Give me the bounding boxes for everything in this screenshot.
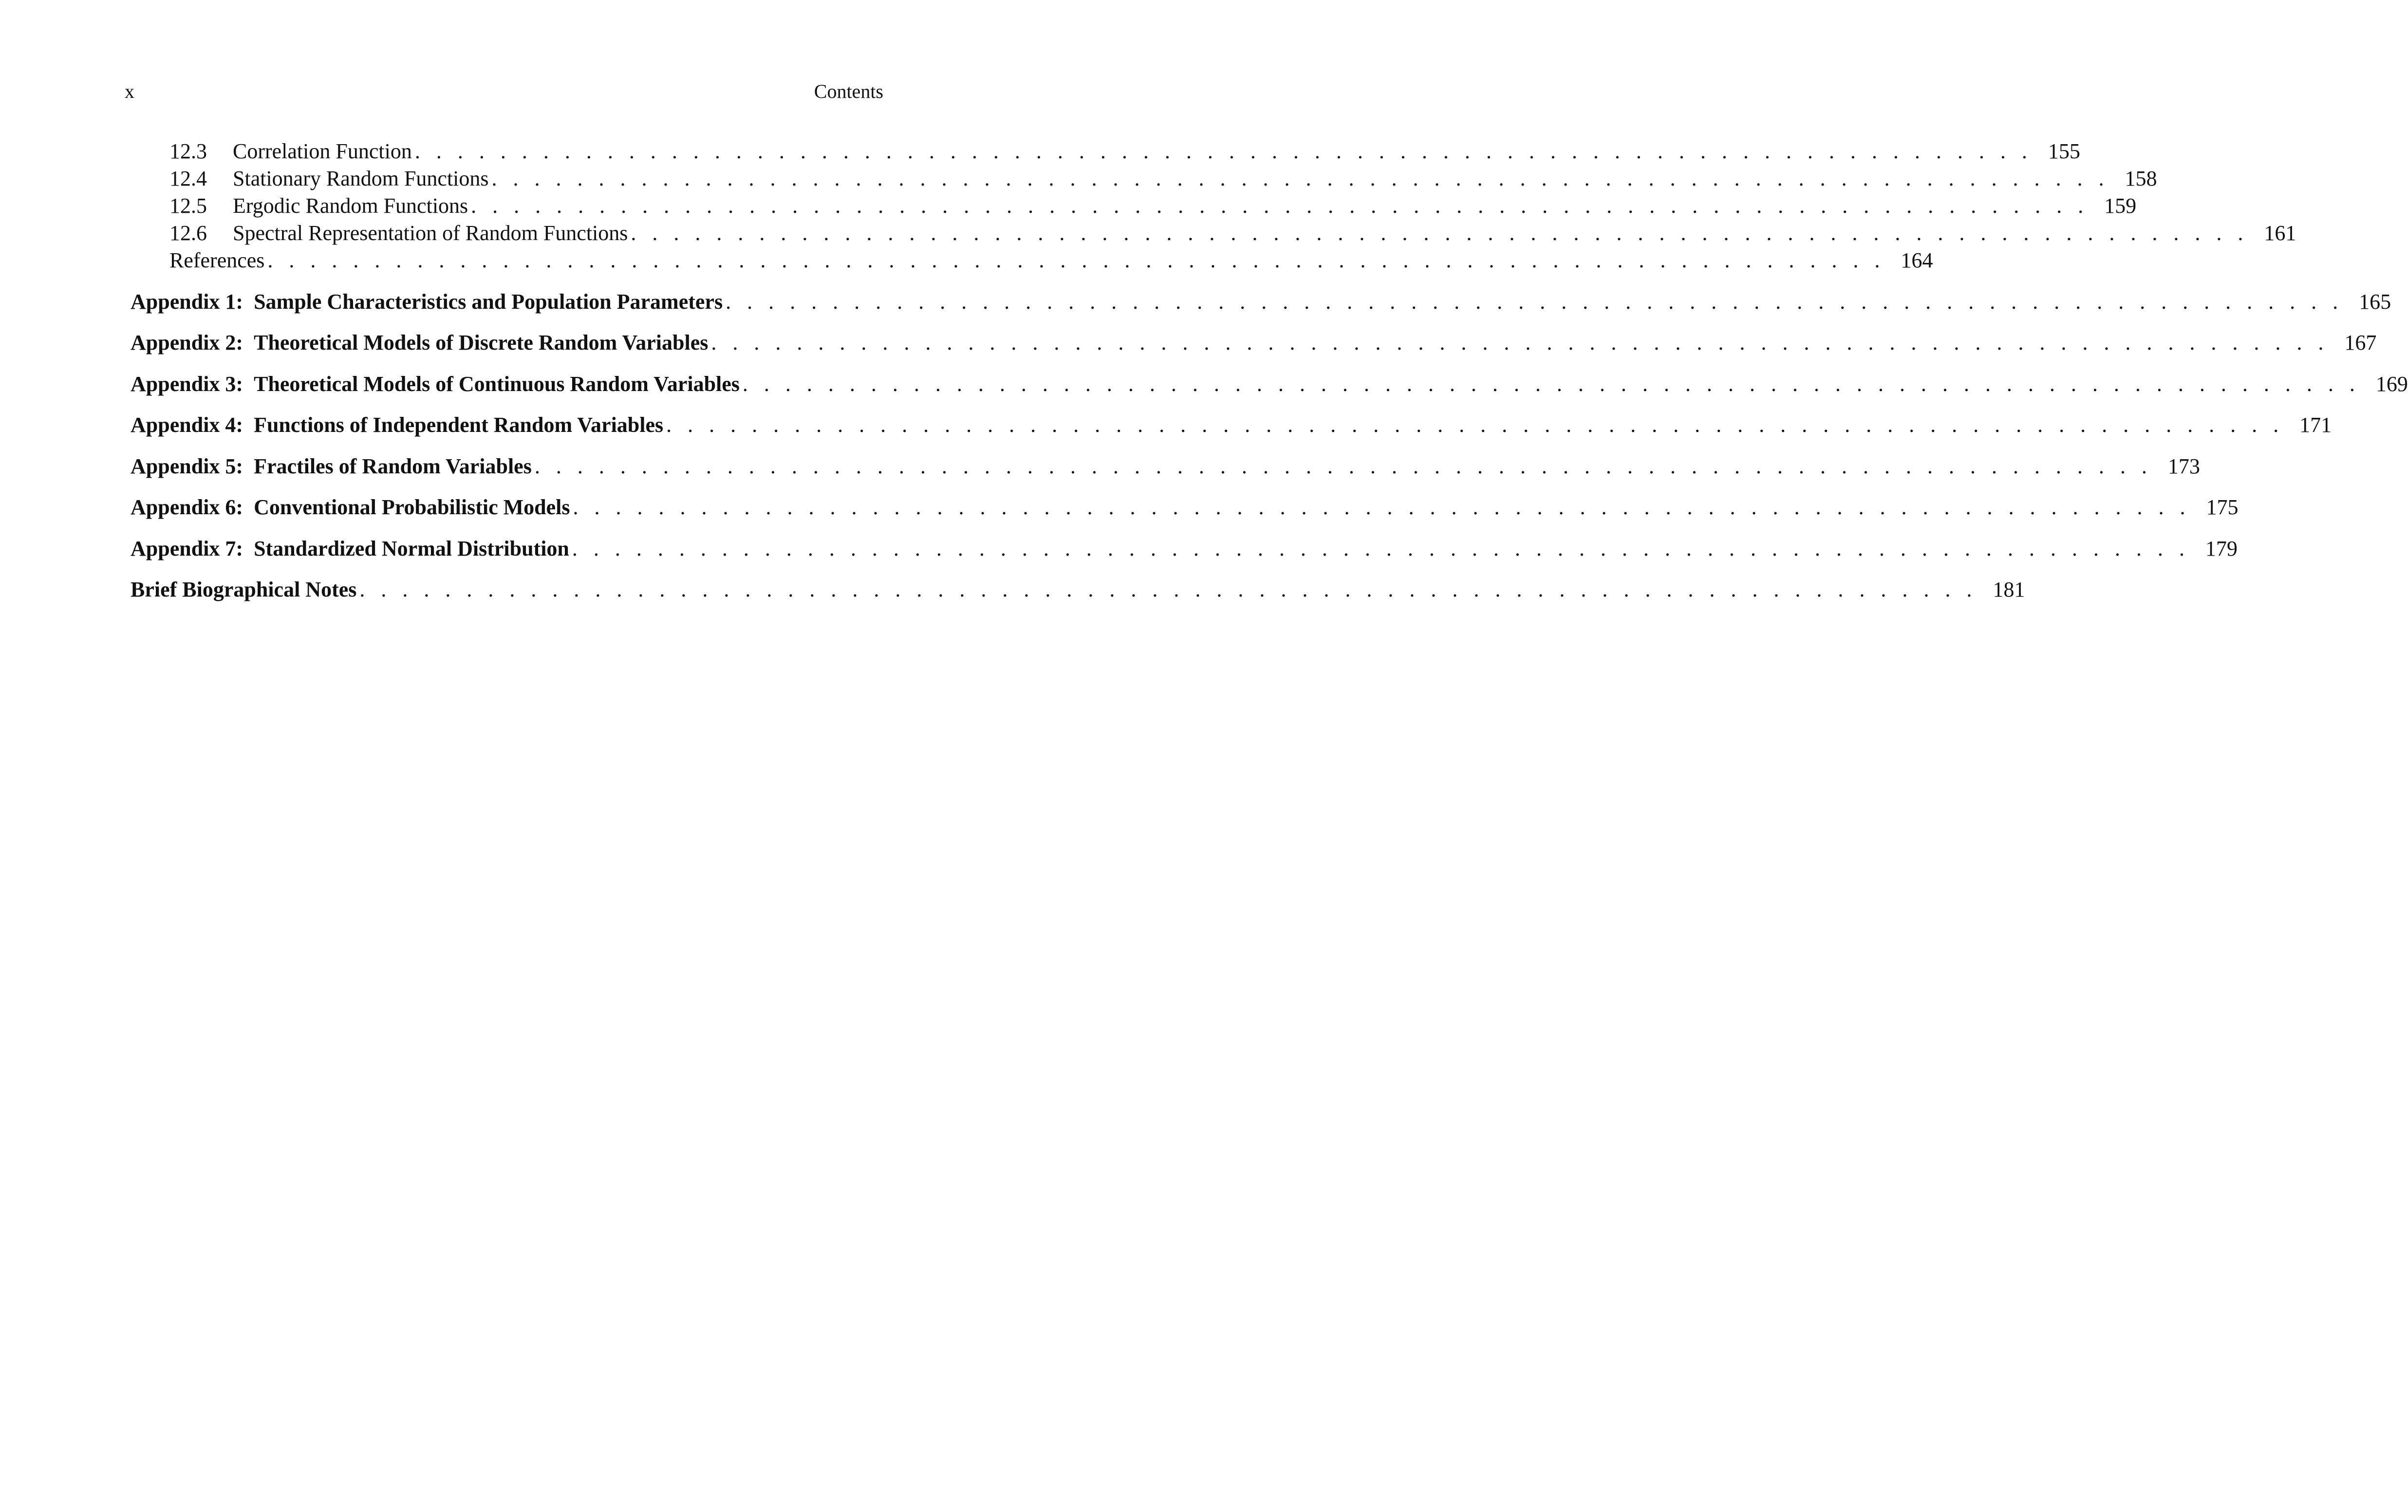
section-number: 12.4	[169, 167, 207, 190]
leader-dots: . . . . . . . . . . . . . . . . . . . . . . . . . . . . . . . . . . . . . . . . . . . . . . . . . . . . . . . . . . . . . . . . . . . . . . . . . . . .	[711, 331, 2329, 355]
toc-entry-12-6[interactable]	[169, 220, 2296, 247]
page-ref: 171	[2299, 413, 2332, 437]
leader-dots: . . . . . . . . . . . . . . . . . . . . . . . . . . . . . . . . . . . . . . . . . . . . . . . . . . . . . . . . . . . . . . . . . . . . . . . . . . . .	[491, 167, 2109, 190]
entry-title: Brief Biographical Notes	[131, 578, 357, 601]
appendix-title: Conventional Probabilistic Models	[254, 495, 570, 519]
appendix-title: Sample Characteristics and Population Parameters	[254, 290, 723, 314]
section-number: 12.5	[169, 194, 207, 218]
leader-dots: . . . . . . . . . . . . . . . . . . . . . . . . . . . . . . . . . . . . . . . . . . . . . . . . . . . . . . . . . . . . . . . . . . . . . . . . . . . .	[267, 248, 1885, 272]
toc-entry-appendix-2[interactable]	[131, 329, 2377, 356]
appendix-label: Appendix 4:	[131, 413, 243, 437]
section-number: 12.6	[169, 221, 207, 245]
section-title: References	[169, 248, 265, 272]
appendix-label: Appendix 2:	[131, 331, 243, 355]
leader-dots: . . . . . . . . . . . . . . . . . . . . . . . . . . . . . . . . . . . . . . . . . . . . . . . . . . . . . . . . . . . . . . . . . . . . . . . . . . . .	[572, 537, 2190, 560]
section-title: Spectral Representation of Random Functions	[233, 221, 628, 245]
page-ref: 158	[2125, 167, 2157, 190]
page-ref: 169	[2375, 372, 2408, 396]
appendix-title: Theoretical Models of Continuous Random Variables	[254, 372, 740, 396]
toc-entry-biographical-notes[interactable]	[131, 576, 2025, 603]
toc-entry-references[interactable]	[169, 247, 1933, 274]
appendix-label: Appendix 5:	[131, 454, 243, 478]
appendix-title: Fractiles of Random Variables	[254, 454, 532, 478]
page-ref: 181	[1993, 578, 2025, 601]
page-ref: 175	[2206, 495, 2239, 519]
toc-entry-appendix-1[interactable]	[131, 288, 2391, 316]
page-ref: 164	[1901, 248, 1933, 272]
running-title: Contents	[814, 80, 883, 102]
toc-entry-appendix-6[interactable]	[131, 494, 2239, 521]
toc-entry-12-3[interactable]	[169, 138, 2080, 165]
page-ref: 173	[2167, 454, 2200, 478]
toc-entry-12-5[interactable]	[169, 192, 2137, 220]
appendix-label: Appendix 7:	[131, 537, 243, 560]
leader-dots: . . . . . . . . . . . . . . . . . . . . . . . . . . . . . . . . . . . . . . . . . . . . . . . . . . . . . . . . . . . . . . . . . . . . . . . . . . . .	[742, 372, 2360, 396]
page-header	[125, 78, 883, 105]
page-ref: 155	[2048, 139, 2080, 163]
leader-dots: . . . . . . . . . . . . . . . . . . . . . . . . . . . . . . . . . . . . . . . . . . . . . . . . . . . . . . . . . . . . . . . . . . . . . . . . . . . .	[471, 194, 2089, 218]
page-ref: 167	[2344, 331, 2377, 355]
page-ref: 161	[2264, 221, 2296, 245]
leader-dots: . . . . . . . . . . . . . . . . . . . . . . . . . . . . . . . . . . . . . . . . . . . . . . . . . . . . . . . . . . . . . . . . . . . . . . . . . . . .	[414, 139, 2033, 163]
page-ref: 159	[2104, 194, 2137, 218]
leader-dots: . . . . . . . . . . . . . . . . . . . . . . . . . . . . . . . . . . . . . . . . . . . . . . . . . . . . . . . . . . . . . . . . . . . . . . . . . . . .	[726, 290, 2344, 314]
toc-entry-appendix-3[interactable]	[131, 371, 2408, 398]
page-ref: 179	[2205, 537, 2238, 560]
leader-dots: . . . . . . . . . . . . . . . . . . . . . . . . . . . . . . . . . . . . . . . . . . . . . . . . . . . . . . . . . . . . . . . . . . . . . . . . . . . .	[359, 578, 1978, 601]
leader-dots: . . . . . . . . . . . . . . . . . . . . . . . . . . . . . . . . . . . . . . . . . . . . . . . . . . . . . . . . . . . . . . . . . . . . . . . . . . . .	[573, 495, 2191, 519]
leader-dots: . . . . . . . . . . . . . . . . . . . . . . . . . . . . . . . . . . . . . . . . . . . . . . . . . . . . . . . . . . . . . . . . . . . . . . . . . . . .	[631, 221, 2249, 245]
toc-entry-appendix-4[interactable]	[131, 411, 2332, 439]
section-title: Stationary Random Functions	[233, 167, 489, 190]
toc-entry-12-4[interactable]	[169, 165, 2157, 192]
section-title: Correlation Function	[233, 139, 412, 163]
page-ref: 165	[2359, 290, 2391, 314]
appendix-label: Appendix 1:	[131, 290, 243, 314]
appendix-title: Functions of Independent Random Variables	[254, 413, 664, 437]
appendix-label: Appendix 6:	[131, 495, 243, 519]
leader-dots: . . . . . . . . . . . . . . . . . . . . . . . . . . . . . . . . . . . . . . . . . . . . . . . . . . . . . . . . . . . . . . . . . . . . . . . . . . . .	[666, 413, 2284, 437]
appendix-label: Appendix 3:	[131, 372, 243, 396]
appendix-title: Theoretical Models of Discrete Random Variables	[254, 331, 709, 355]
section-number: 12.3	[169, 139, 207, 163]
appendix-title: Standardized Normal Distribution	[254, 537, 569, 560]
leader-dots: . . . . . . . . . . . . . . . . . . . . . . . . . . . . . . . . . . . . . . . . . . . . . . . . . . . . . . . . . . . . . . . . . . . . . . . . . . . .	[534, 454, 2152, 478]
page-number: x	[125, 80, 134, 102]
toc-entry-appendix-7[interactable]	[131, 535, 2238, 562]
toc-entry-appendix-5[interactable]	[131, 453, 2200, 480]
section-title: Ergodic Random Functions	[233, 194, 468, 218]
